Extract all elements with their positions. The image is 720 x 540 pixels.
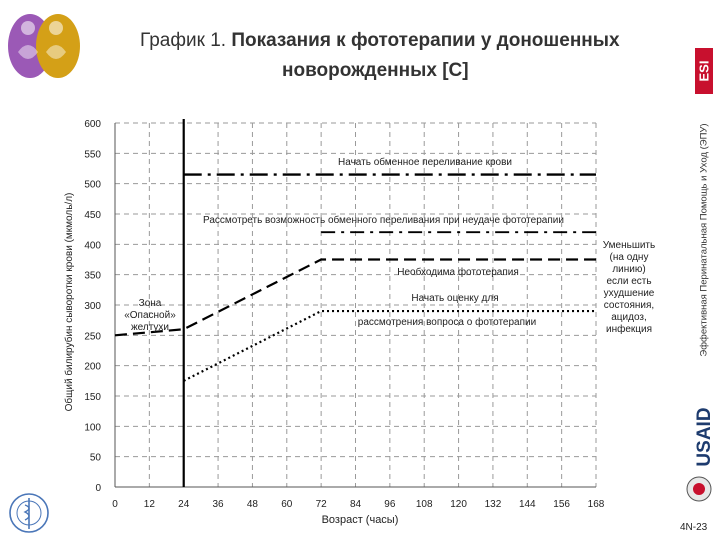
x-tick-label: 108 — [415, 499, 433, 510]
annotation-photo-needed: Необходима фототерапия — [397, 267, 519, 278]
reduce-note-line: ухудшение — [603, 288, 655, 299]
reduce-note-line: Уменьшить — [602, 240, 656, 251]
danger-zone-line: желтухи — [130, 322, 170, 333]
y-tick-label: 550 — [84, 149, 101, 161]
danger-zone-label — [124, 298, 176, 333]
page-title-line2: новорожденных [C] — [282, 60, 469, 81]
danger-zone-line: Зона — [138, 298, 162, 309]
x-tick-label: 156 — [553, 499, 570, 510]
x-axis-label: Возраст (часы) — [321, 514, 399, 526]
x-tick-label: 48 — [246, 499, 258, 510]
esi-logo: ESI — [695, 48, 713, 94]
x-tick-label: 24 — [178, 499, 190, 510]
page-number: 4N-23 — [680, 522, 708, 533]
y-tick-label: 150 — [84, 392, 101, 403]
y-tick-label: 250 — [84, 331, 101, 343]
x-tick-label: 36 — [212, 499, 224, 510]
x-tick-label: 120 — [450, 499, 467, 510]
danger-zone-line: «Опасной» — [124, 310, 176, 321]
page-title: График 1. Показания к фототерапии у доношенных — [140, 30, 620, 51]
program-name: Эффективная Перинатальная Помощь и Уход (ЭПУ) — [698, 123, 710, 357]
x-tick-label: 12 — [143, 499, 155, 510]
y-tick-label: 100 — [84, 422, 101, 434]
y-axis-label: Общий билирубин сыворотки крови (мкмоль/л) — [64, 192, 75, 412]
x-tick-label: 168 — [587, 499, 605, 510]
annotation-assess-2: рассмотрения вопроса о фототерапии — [357, 317, 537, 328]
x-tick-label: 132 — [484, 499, 502, 510]
reduce-note-label — [603, 240, 655, 335]
y-tick-label: 450 — [84, 210, 101, 221]
annotation-exchange: Начать обменное переливание крови — [338, 157, 512, 168]
annotation-consider: Рассмотреть возможность обменного переливания при неудаче фототерапии — [203, 215, 564, 226]
reduce-note-line: линию) — [612, 264, 646, 275]
y-tick-label: 0 — [95, 483, 101, 494]
reduce-note-line: состояния, — [603, 300, 655, 311]
y-tick-label: 400 — [84, 240, 101, 252]
y-tick-label: 200 — [84, 361, 101, 373]
y-tick-label: 500 — [84, 179, 101, 191]
x-tick-label: 0 — [112, 499, 118, 510]
x-tick-label: 84 — [349, 499, 362, 510]
reduce-note-line: если есть — [606, 276, 652, 287]
x-tick-label: 72 — [315, 499, 327, 510]
x-tick-label: 144 — [518, 499, 536, 510]
reduce-note-line: (на одну — [609, 252, 649, 263]
y-tick-label: 300 — [84, 301, 101, 312]
x-tick-label: 60 — [281, 499, 293, 510]
reduce-note-line: ацидоз, — [611, 312, 647, 323]
y-tick-label: 50 — [89, 452, 101, 464]
y-tick-label: 350 — [84, 270, 101, 282]
annotation-assess-1: Начать оценку для — [411, 293, 499, 304]
x-tick-label: 96 — [384, 499, 396, 510]
y-tick-label: 600 — [84, 119, 101, 130]
usaid-logo: USAID — [694, 407, 715, 467]
reduce-note-line: инфекция — [605, 324, 653, 335]
